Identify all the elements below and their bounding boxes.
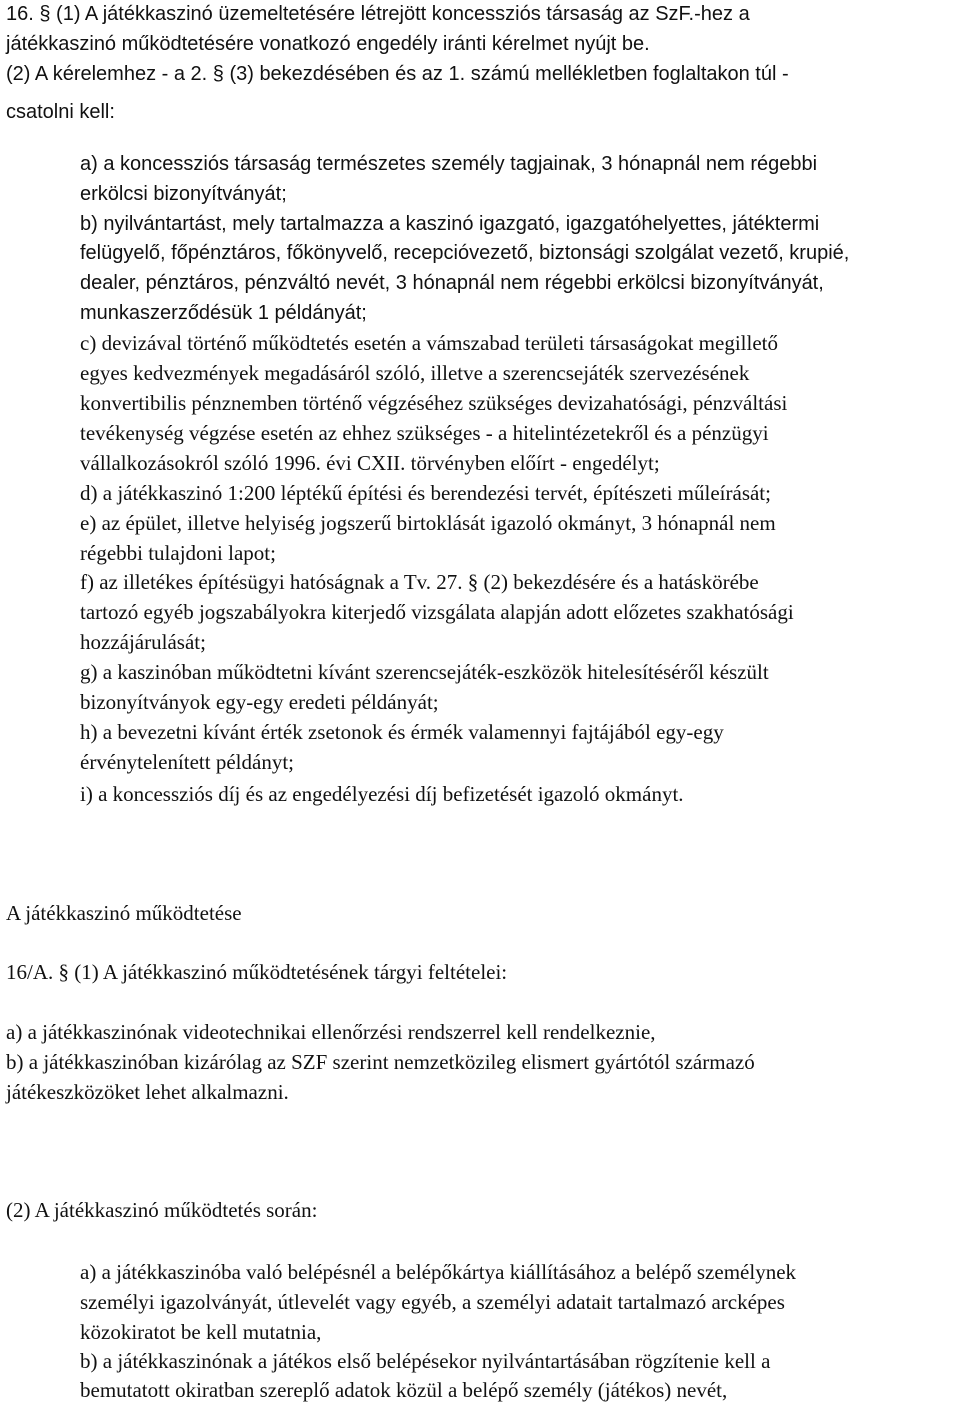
list1-line: munkaszerződésük 1 példányát; — [80, 302, 367, 324]
section-heading: A játékkaszinó működtetése — [6, 901, 242, 925]
list3-line: személyi igazolványát, útlevelét vagy egyéb, a személyi adatait tartalmazó arcképes — [80, 1290, 785, 1314]
list1-line: b) nyilvántartást, mely tartalmazza a kaszinó igazgató, igazgatóhelyettes, játéktermi — [80, 213, 820, 235]
list1-line: felügyelő, főpénztáros, főkönyvelő, recepcióvezető, biztonsági szolgálat vezető, krupié, — [80, 242, 850, 264]
list1-line: c) devizával történő működtetés esetén a vámszabad területi társaságokat megillető — [80, 331, 778, 355]
list1-line: dealer, pénztáros, pénzváltó nevét, 3 hónapnál nem régebbi erkölcsi bizonyítványát, — [80, 272, 824, 294]
intro-line-3: (2) A kérelemhez - a 2. § (3) bekezdésében és az 1. számú mellékletben foglaltakon túl - — [6, 63, 789, 85]
list1-line: tartozó egyéb jogszabályokra kiterjedő vizsgálata alapján adott előzetes szakhatósági — [80, 600, 794, 624]
list1-line: a) a koncessziós társaság természetes személy tagjainak, 3 hónapnál nem régebbi — [80, 153, 818, 175]
list3-line: közokiratot be kell mutatnia, — [80, 1320, 322, 1344]
intro-line-1: 16. § (1) A játékkaszinó üzemeltetésére létrejött koncessziós társaság az SzF.-hez a — [6, 3, 750, 25]
list1-line: bizonyítványok egy-egy eredeti példányát; — [80, 690, 439, 714]
list1-line: hozzájárulását; — [80, 630, 206, 654]
list2-line: b) a játékkaszinóban kizárólag az SZF szerint nemzetközileg elismert gyártótól származó — [6, 1050, 755, 1074]
section-2-title: (2) A játékkaszinó működtetés során: — [6, 1198, 318, 1222]
list1-line: tevékenység végzése esetén az ehhez szükséges - a hitelintézetekről és a pénzügyi — [80, 421, 769, 445]
list1-line: erkölcsi bizonyítványát; — [80, 183, 287, 205]
list1-line: egyes kedvezmények megadásáról szóló, illetve a szerencsejáték szervezésének — [80, 361, 750, 385]
list1-line: g) a kaszinóban működtetni kívánt szerencsejáték-eszközök hitelesítéséről készült — [80, 660, 769, 684]
list1-line: f) az illetékes építésügyi hatóságnak a Tv. 27. § (2) bekezdésére és a hatáskörébe — [80, 570, 759, 594]
list3-line: bemutatott okiratban szereplő adatok közül a belépő személy (játékos) nevét, — [80, 1378, 728, 1402]
list1-line: h) a bevezetni kívánt érték zsetonok és érmék valamennyi fajtájából egy-egy — [80, 720, 724, 744]
list1-line: vállalkozásokról szóló 1996. évi CXII. törvényben előírt - engedélyt; — [80, 451, 660, 475]
intro-line-4: csatolni kell: — [6, 101, 115, 123]
list1-line: d) a játékkaszinó 1:200 léptékű építési és berendezési tervét, építészeti műleírását; — [80, 481, 771, 505]
list3-line: a) a játékkaszinóba való belépésnél a belépőkártya kiállításához a belépő személynek — [80, 1260, 797, 1284]
list1-line: régebbi tulajdoni lapot; — [80, 541, 276, 565]
list1-line: e) az épület, illetve helyiség jogszerű birtoklását igazoló okmányt, 3 hónapnál nem — [80, 511, 776, 535]
list3-line: b) a játékkaszinónak a játékos első belépésekor nyilvántartásában rögzítenie kell a — [80, 1349, 771, 1373]
list1-line: konvertibilis pénznemben történő végzéséhez szükséges devizahatósági, pénzváltási — [80, 391, 788, 415]
list1-line: i) a koncessziós díj és az engedélyezési díj befizetését igazoló okmányt. — [80, 782, 684, 806]
intro-line-2: játékkaszinó működtetésére vonatkozó engedély iránti kérelmet nyújt be. — [6, 33, 650, 55]
list2-line: a) a játékkaszinónak videotechnikai ellenőrzési rendszerrel kell rendelkeznie, — [6, 1020, 656, 1044]
section-16a-title: 16/A. § (1) A játékkaszinó működtetésének tárgyi feltételei: — [6, 960, 508, 984]
list2-line: játékeszközöket lehet alkalmazni. — [6, 1080, 289, 1104]
list1-line: érvénytelenített példányt; — [80, 750, 294, 774]
